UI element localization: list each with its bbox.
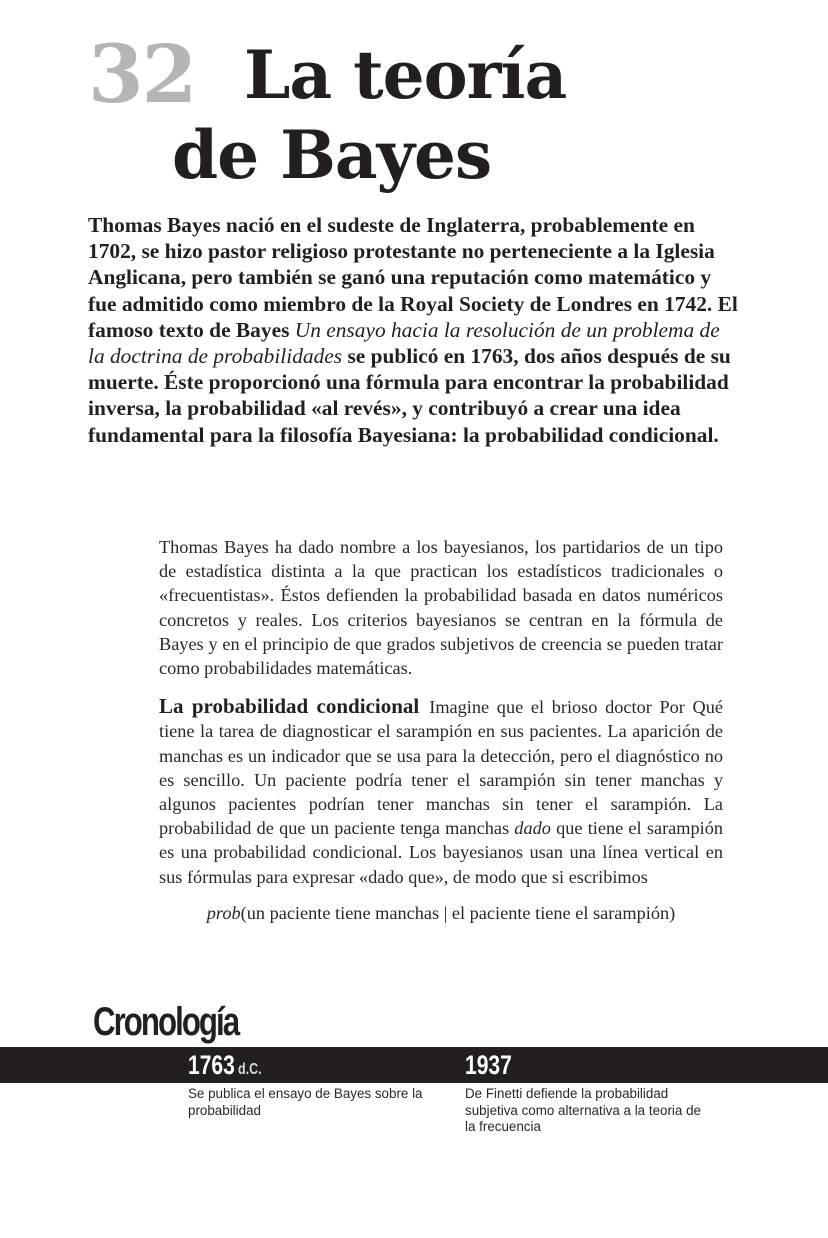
formula-arguments: (un paciente tiene manchas | el paciente tiene el sarampión) (240, 902, 676, 923)
body-paragraph-2-text-b: que tiene el sarampión es una probabilidad condicional. Los bayesianos usan una línea vertical en sus fórmulas para expresar «dado que», de modo que si escribimos (159, 818, 723, 887)
body-paragraph-2-text-a: Imagine que el brioso doctor Por Qué tiene la tarea de diagnosticar el sarampión en sus pacientes. La aparición de manchas es un indicador que se usa para la detección, pero el diagnóstico no es sencillo. Un paciente podría tener el sarampión sin tener manchas y algunos pacientes podrían tener manchas sin tener el sarampión. La probabilidad de que un paciente tenga manchas (159, 697, 723, 839)
body-paragraph-1: Thomas Bayes ha dado nombre a los bayesianos, los partidarios de un tipo de estadística distinta a la que practican los estadísticos tradicionales o «frecuentistas». Éstos defienden la probabilidad basada en datos numéricos concretos y reales. Los criterios bayesianos se centran en la fórmula de Bayes y en el principio de que grados subjetivos de creencia se pueden tratar como probabilidades matemáticas. (159, 537, 723, 679)
timeline-entry-1-description: Se publica el ensayo de Bayes sobre la probabilidad (188, 1086, 423, 1118)
chapter-number: 32 (88, 27, 196, 121)
body-paragraph-2-emphasis: dado (514, 818, 551, 839)
intro-book-title: Un ensayo hacia la resolución de un problema de la doctrina de probabilidades (88, 317, 720, 369)
intro-paragraph (88, 212, 738, 448)
timeline-entry-1-year-value: 1763 (188, 1050, 235, 1080)
formula (159, 901, 723, 925)
timeline-heading: Cronología (93, 1000, 239, 1044)
timeline-entry-1-era: d.C. (237, 1061, 262, 1078)
body-paragraph-2 (159, 694, 723, 889)
timeline-band (0, 1047, 828, 1083)
intro-text-part2: se publicó en 1763, dos años después de su muerte. Éste proporcionó una fórmula para encontrar la probabilidad inversa, la probabilidad «al revés», y contribuyó a crear una idea fundamental para la filosofía Bayesiana: la probabilidad condicional. (88, 344, 731, 447)
intro-text-part1: Thomas Bayes nació en el sudeste de Inglaterra, probablemente en 1702, se hizo pastor religioso protestante no perteneciente a la Iglesia Anglicana, pero también se ganó una reputación como matemático y fue admitido como miembro de la Royal Society de Londres en 1742. El famoso texto de Bayes (88, 213, 738, 342)
timeline-entry-2-year-value: 1937 (465, 1050, 512, 1080)
body-text (159, 535, 723, 925)
timeline-entry-2-year (465, 1048, 512, 1082)
chapter-title-line2: de Bayes (172, 116, 492, 194)
chapter-title-line1: La teoría (244, 36, 567, 114)
formula-function: prob (206, 902, 241, 923)
timeline-entry-2-description: De Finetti defiende la probabilidad subjetiva como alternativa a la teoria de la frecuencia (465, 1086, 701, 1135)
section-subheading: La probabilidad condicional (159, 694, 420, 719)
timeline-entry-1-year (188, 1048, 262, 1087)
